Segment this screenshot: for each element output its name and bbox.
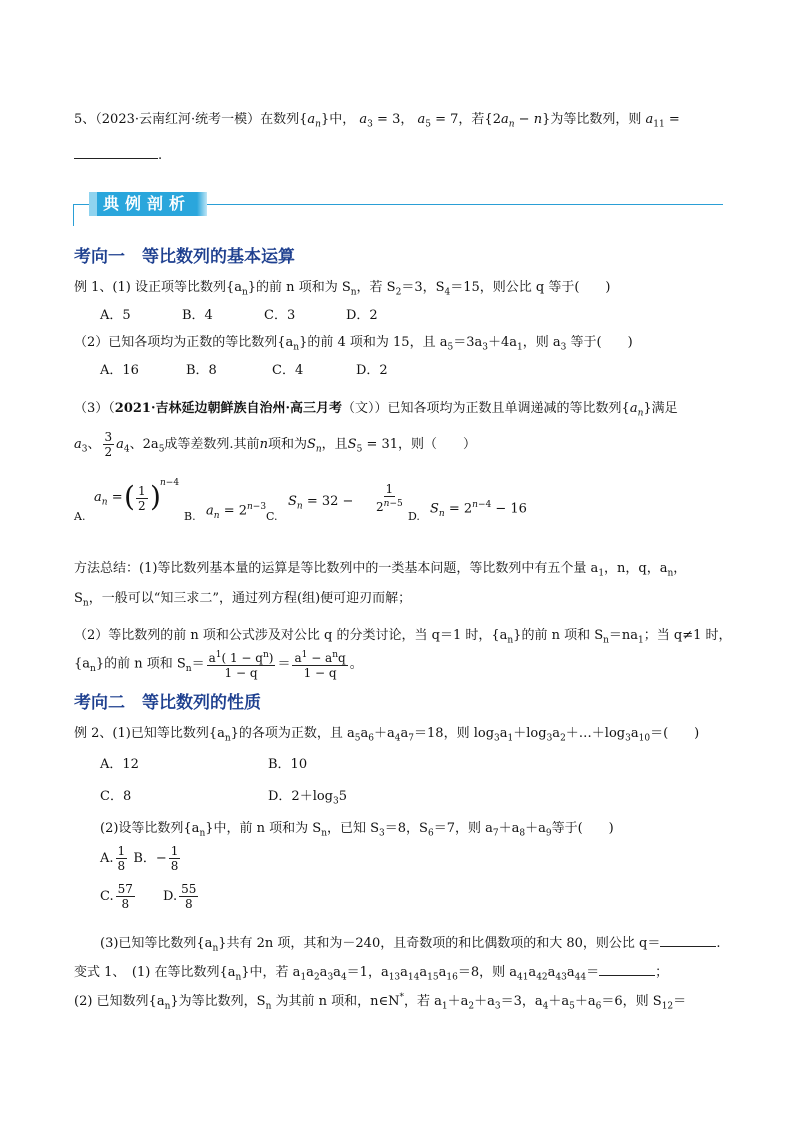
example-2-1-option-a[interactable]: A．12 [100, 757, 139, 772]
option-c[interactable]: C. $\frac{57}{8}$ [100, 882, 133, 911]
sum-formula-1: $\frac{a^1( 1 - q^n)}{1 - q}$ [208, 650, 274, 680]
option-b[interactable]: B．8 [186, 363, 217, 378]
option-a[interactable]: A. $\frac{1}{8}$ [100, 844, 126, 873]
problem-5-cond1: = 3， [377, 112, 414, 127]
text: ＋a [374, 726, 395, 741]
text: . [716, 936, 721, 951]
text: （文））已知各项均为正数且单调递减的等比数列 [342, 401, 622, 416]
answer-blank[interactable] [599, 963, 655, 976]
option-letter: B. [184, 510, 196, 523]
text: }的前 4 项和为 15，且 a [299, 335, 448, 350]
example-2-1-option-c[interactable]: C．8 [100, 789, 132, 804]
text: ，若 S [356, 280, 396, 295]
problem-5-prefix: 5、（2023·云南红河·统考一模）在数列 [74, 112, 300, 127]
text: 等于( ) [566, 335, 633, 350]
text: （2）已知各项均为正数的等比数列{a [74, 335, 294, 350]
text: 为其前 n 项和，n∈N [271, 994, 400, 1009]
example-2-3: (3)已知等比数列$\{a_n\}$共有 2n 项，其和为－240，且奇数项的和比偶数项的和大 80，则公比 q＝ . [100, 936, 721, 954]
banner-corner [73, 204, 74, 226]
problem-5: 5、（2023·云南红河·统考一模）在数列$\{a_n\}$中， $a_3 = 3$， $a_5 = 7$，若$\{2a_n - n\}$为等比数列，则 $a_{11}$ = [74, 112, 680, 130]
text: 、2a [129, 437, 159, 452]
text: 、 [87, 437, 101, 452]
text: ；当 q≠1 时， [643, 628, 732, 643]
example-2-2-options-row2 [100, 882, 200, 911]
method-summary-line2: $S_n$，一般可以“知三求二”，通过列方程(组)便可迎刃而解； [74, 591, 412, 609]
text: （3）（ [74, 401, 115, 416]
text: ，则 a [522, 335, 561, 350]
text: 等于( ) [551, 821, 614, 836]
text: ＋a [525, 821, 546, 836]
example-1-3-options: A. $a_n$ = ( $\frac{1}{2}$ ) n−4 B. $a_n = 2^{n-3}$ C. $S_n = 32$ − $\frac{1}{2^{n-5}}$ D. $S_n = 2^{n-4} - 16$ [74, 478, 527, 523]
option-a[interactable]: A．5 [100, 308, 131, 323]
text: ＝na [608, 628, 639, 643]
option-letter: D. [163, 889, 178, 904]
text: ＋a [447, 994, 469, 1009]
text: ＝( ) [650, 726, 700, 741]
option-letter: B． [133, 851, 156, 866]
text: ＝ [277, 656, 291, 672]
example-2-2-options-row1 [100, 844, 182, 873]
text: ＋a [498, 821, 520, 836]
example-1-2-options [100, 359, 388, 378]
option-d[interactable]: D．2 [356, 363, 388, 378]
example-2-2: (2)设等比数列$\{a_n\}$中，前 n 项和为 $S_n$，已知 $S_3=8$，$S_6=7$，则 $a_7+a_8+a_9$等于( ) [100, 821, 614, 839]
text: }中，若 a [241, 965, 301, 980]
text: ，若 a [404, 994, 442, 1009]
text: (2) 已知数列{a [74, 994, 165, 1009]
text: ＋a [548, 994, 570, 1009]
option-a[interactable]: A．16 [100, 363, 139, 378]
text: = 2 [448, 501, 473, 517]
text: ＋…＋log [565, 726, 626, 741]
text: 满足 [651, 401, 678, 416]
example-1-3-line1: （3）（2021·吉林延边朝鲜族自治州·高三月考（文））已知各项均为正数且单调递减的等比数列$\{a_n\}$满足 [74, 401, 678, 419]
text: 变式 1、 (1) 在等比数列{a [74, 965, 236, 980]
text: ＝3，a [500, 994, 543, 1009]
text: = 32 − [306, 494, 354, 509]
example-1-2: （2）已知各项均为正数的等比数列$\{a_n\}$的前 4 项和为 15，且 $a_5=3a_3+4a_1$，则 $a_3$ 等于( ) [74, 335, 633, 353]
text: }的前 n 项和 S [95, 656, 186, 672]
text: （2）等比数列的前 n 项和公式涉及对公比 q 的分类讨论，当 q＝1 时，{a [74, 628, 508, 643]
method-summary-line4: $\{a_n\}$的前 n 项和 $S_n=$ $\frac{a^1( 1 - q^n)}{1 - q}$ ＝ $\frac{a^1 - a^nq}{1 - q}$ 。 [74, 650, 363, 680]
option-letter: D. [408, 510, 420, 523]
text: ＋4a [487, 335, 517, 350]
example-2-1-option-b[interactable]: B．10 [268, 757, 308, 772]
text: }为等比数列，S [170, 994, 266, 1009]
problem-5-middle: 中， [329, 112, 356, 127]
text: ＝6，则 S [601, 994, 662, 1009]
text: ＋a [474, 994, 495, 1009]
variant-1-2: (2) 已知数列$\{a_n\}$为等比数列，$S_n$ 为其前 n 项和，n∈N*，若 $a_1+a_2+a_3=3$，$a_4+a_5+a_6=6$，则 $S_{12}=$ [74, 992, 687, 1012]
option-letter: A. [100, 851, 114, 866]
section-1-title: 考向一 等比数列的基本运算 [74, 247, 295, 267]
option-letter: A. [74, 510, 86, 523]
option-b[interactable]: B．4 [182, 308, 213, 323]
text: = 2 [223, 503, 247, 519]
example-2-1-option-d[interactable]: D．$2+\log_35$ [268, 789, 348, 807]
text: }的前 n 项和为 S [247, 280, 351, 295]
text: ＝15，则公比 q 等于( ) [450, 280, 611, 295]
sum-formula-2: $\frac{a^1 - a^nq}{1 - q}$ [294, 650, 346, 680]
text: 方法总结：(1)等比数列基本量的运算是等比数列中的一类基本问题，等比数列中有五个量 a [74, 561, 599, 576]
text: }的前 n 项和 S [513, 628, 604, 643]
text: ，n，q，a [604, 561, 668, 576]
example-1-1: 例 1、(1) 设正项等比数列$\{a_n\}$的前 n 项和为 $S_n$，若 $S_2=3$，$S_4=15$，则公比 q 等于( ) [74, 280, 611, 298]
fraction: $\frac{3}{2}$ [104, 430, 113, 459]
option-c[interactable]: C．4 [272, 363, 304, 378]
text: ＋log [513, 726, 547, 741]
text: }共有 2n 项，其和为－240，且奇数项的和比偶数项的和大 80，则公比 q＝ [218, 936, 661, 951]
text: ＝1，a [346, 965, 389, 980]
answer-blank[interactable] [74, 146, 158, 159]
text: ＝ [673, 994, 687, 1009]
example-2-1: 例 2、(1)已知等比数列$\{a_n\}$的各项为正数，且 $a_5a_6+a_4a_7=18$，则 $\log_3a_1+\log_3a_2+\dots+\log_3a_{10}=$( ) [74, 726, 700, 744]
example-1-3-line2: $a_3$、 $\frac{3}{2}$ $a_4$、$2a_5$成等差数列.其前n项和为$S_n$，且$S_5 = 31$，则（ ） [74, 430, 477, 459]
text: (2)设等比数列{a [100, 821, 200, 836]
text: ，一般可以“知三求二”，通过列方程(组)便可迎刃而解； [88, 591, 412, 606]
text: ； [655, 965, 669, 980]
text: = 31，则（ ） [366, 437, 477, 452]
text: 成等差数列.其前 [164, 437, 260, 452]
example-1-1-options [100, 304, 378, 323]
text: 例 1、(1) 设正项等比数列{a [74, 280, 242, 295]
text: 例 2、(1)已知等比数列{a [74, 726, 225, 741]
problem-5-suffix: 为等比数列，则 [550, 112, 642, 127]
option-c[interactable]: C．3 [264, 308, 296, 323]
text: ＝ [586, 965, 600, 980]
text: − 16 [495, 501, 527, 517]
text: ， [673, 561, 687, 576]
text: ＋a [574, 994, 596, 1009]
text: ＝3，S [401, 280, 445, 295]
text: ，且 [321, 437, 348, 452]
option-d[interactable]: D．2 [346, 308, 378, 323]
answer-blank[interactable] [660, 934, 716, 947]
text: }中，前 n 项和为 S [205, 821, 322, 836]
method-summary-line1: 方法总结：(1)等比数列基本量的运算是等比数列中的一类基本问题，等比数列中有五个量 $a_1$，n，q，$a_n$， [74, 561, 687, 579]
text: }的各项为正数，且 a [230, 726, 355, 741]
sequence-expr: $\{2a_n - n\}$ [484, 112, 551, 130]
option-d[interactable]: D. $\frac{55}{8}$ [163, 882, 197, 911]
section-banner [73, 188, 723, 228]
option-b[interactable]: B．− $\frac{1}{8}$ [133, 844, 179, 873]
option-letter: C. [266, 510, 278, 523]
section-2-title: 考向二 等比数列的性质 [74, 693, 261, 713]
text: ＝18，则 log [414, 726, 495, 741]
set-brace: $\{a_n\}$ [299, 112, 330, 130]
source: 2021·吉林延边朝鲜族自治州·高三月考 [114, 401, 343, 416]
text: ＝ [191, 656, 205, 672]
text: ＝8，则 a [457, 965, 517, 980]
text: 。 [349, 656, 363, 672]
text: {a [74, 656, 91, 672]
option-letter: C. [100, 889, 114, 904]
method-summary-line3: （2）等比数列的前 n 项和公式涉及对公比 q 的分类讨论，当 q＝1 时，$\{a_n\}$的前 n 项和 $S_n=na_1$；当 q≠1 时， [74, 628, 732, 646]
period: . [158, 148, 163, 163]
text: ＝3a [453, 335, 483, 350]
problem-5-cond2: = 7，若 [435, 112, 485, 127]
text: 项和为 [267, 437, 307, 452]
variant-1-1: 变式 1、 (1) 在等比数列$\{a_n\}$中，若 $a_1a_2a_3a_4=1$，$a_{13}a_{14}a_{15}a_{16}=8$，则 $a_{41}a_{42}a_{43}a_{44}=$ ； [74, 965, 669, 983]
text: ，已知 S [326, 821, 380, 836]
banner-title: 典例剖析 [97, 192, 197, 216]
text: ＝7，则 a [433, 821, 493, 836]
equals-sign: = [668, 112, 680, 127]
text: D．2＋log [268, 789, 334, 804]
problem-5-answer-line [74, 146, 162, 163]
text: (3)已知等比数列{a [100, 936, 213, 951]
text: ＝8，S [384, 821, 428, 836]
